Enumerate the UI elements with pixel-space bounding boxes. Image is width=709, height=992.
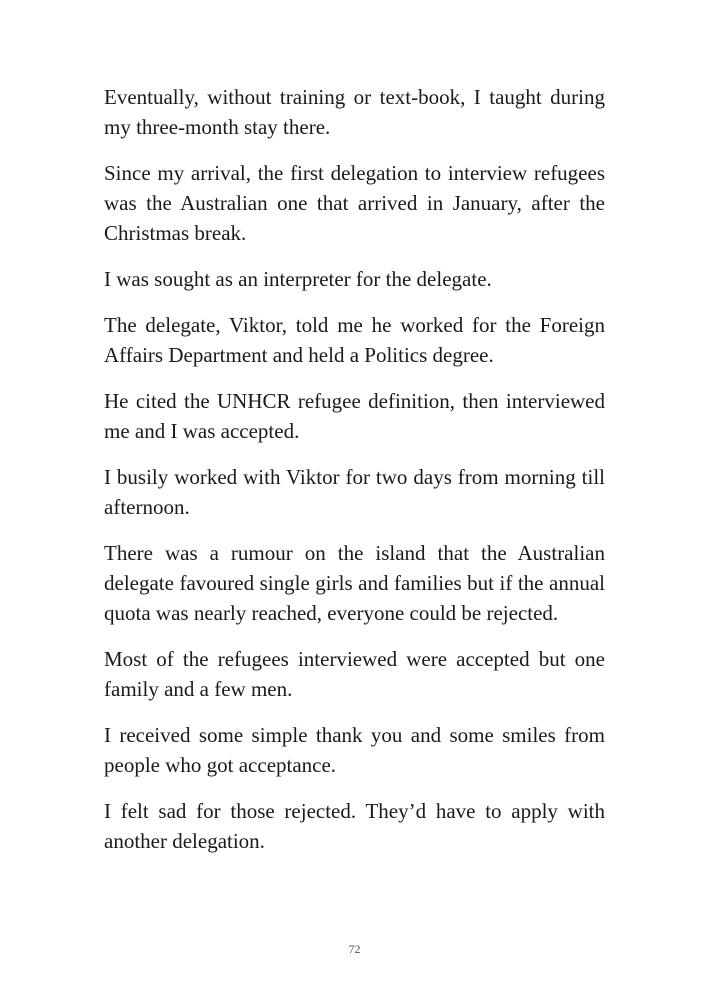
paragraph-10: I felt sad for those rejected. They’d have to apply with another delegation. bbox=[104, 799, 605, 853]
paragraph-7: There was a rumour on the island that the Australian delegate favoured single girls and families but if the annual quota was nearly reached, everyone could be rejected. bbox=[104, 541, 605, 625]
paragraph-3: I was sought as an interpreter for the delegate. bbox=[104, 267, 492, 291]
paragraph-2: Since my arrival, the first delegation to interview refugees was the Australian one that arrived in January, after the Christmas break. bbox=[104, 161, 605, 245]
paragraph-5: He cited the UNHCR refugee definition, then interviewed me and I was accepted. bbox=[104, 389, 605, 443]
paragraph-6: I busily worked with Viktor for two days from morning till afternoon. bbox=[104, 465, 605, 519]
paragraph-4: The delegate, Viktor, told me he worked for the Foreign Affairs Department and held a Politics degree. bbox=[104, 313, 605, 367]
paragraph-1: Eventually, without training or text-book, I taught during my three-month stay there. bbox=[104, 85, 605, 139]
paragraph-9: I received some simple thank you and some smiles from people who got acceptance. bbox=[104, 723, 605, 777]
paragraph-8: Most of the refugees interviewed were accepted but one family and a few men. bbox=[104, 647, 605, 701]
page-number: 72 bbox=[348, 942, 361, 956]
page-body bbox=[104, 82, 605, 872]
